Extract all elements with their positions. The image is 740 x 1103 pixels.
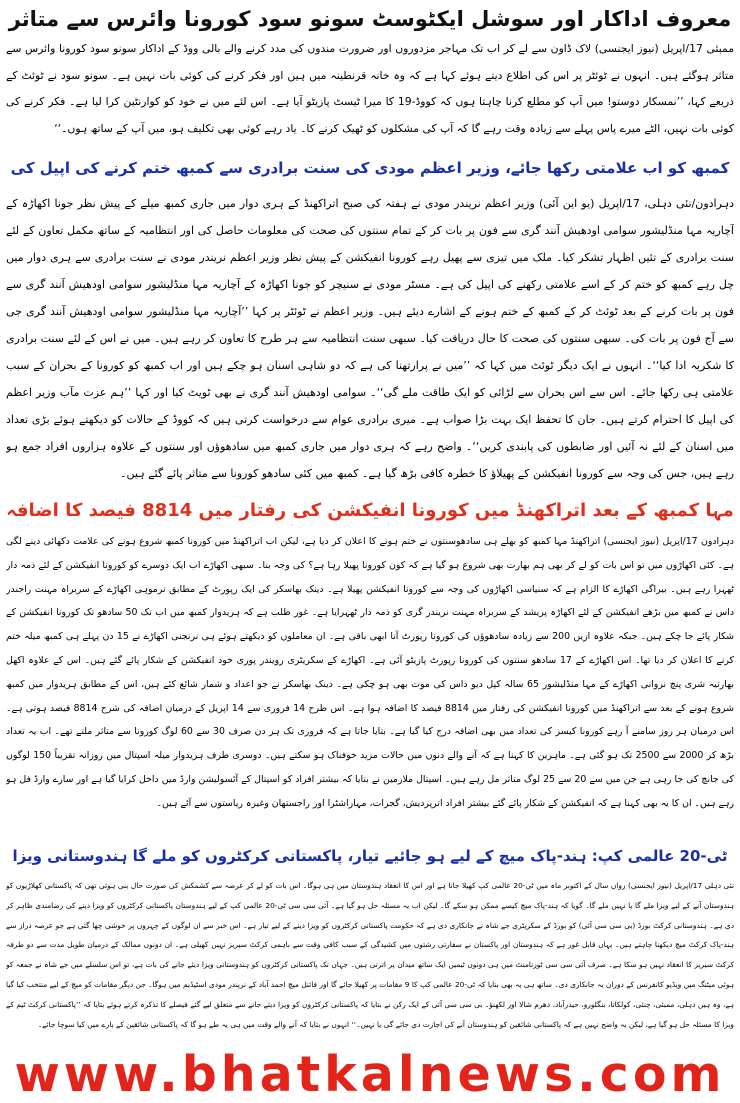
article-uttarakhand-covid [6,492,734,832]
article-sonu-sood [6,2,734,142]
article-t20-world-cup [6,836,734,1044]
article-kumbh-appeal [6,146,734,488]
article-body-sonu-sood: ممبئی 17/اپریل (نیوز ایجنسی) لاک ڈاون سے لے کر اب تک مہاجر مزدوروں اور ضرورت مندوں کی مدد کرنے والے بالی ووڈ کے اداکار سونو سود کورونا وائرس سے متاثر ہوگئے ہیں۔ انہوں نے ٹوئٹر پر اس کی اطلاع دیتے ہوئے کہا ہے کہ وہ خانہ قرنطینہ میں ہیں اور فکر کرنے کی کوئی بات نہیں ہے۔ سونو سود نے ٹوئٹ کے ذریعے کہا، ’’نمسکار دوستو! میں آپ کو مطلع کرنا چاہتا ہوں کہ کووڈ-19 کا میرا ٹیسٹ پازیٹو آیا ہے۔ اس لئے میں نے خود کو کوارنٹین کرا لیا ہے۔ فکر کرنے کی کوئی بات نہیں، الٹے میرے پاس پہلے سے زیادہ وقت رہے گا کہ آپ کی مشکلوں کو ٹھیک کرنے کا۔ یاد رہے کوئی بھی تکلیف ہو، میں آپ کے ساتھ ہوں۔‘‘ [6,42,734,135]
headline-sonu-sood: معروف اداکار اور سوشل ایکٹوسٹ سونو سود کورونا وائرس سے متاثر [8,7,732,31]
article-body-kumbh-appeal: دہرادون/نئی دہلی، 17/اپریل (یو این آئی) وزیر اعظم نریندر مودی نے ہفتہ کی صبح اتراکھنڈ کے ہری دوار میں جاری کمبھ میلے کے پیش نظر جونا اکھاڑہ کے آچاریہ مہا منڈلیشور سوامی اودھیش آنند گری سے فون پر بات کر کے تمام سنتوں کی صحت کی معلومات حاصل کی اور انتظامیہ کے ساتھ مکمل تعاون کے لئے سنت برادری کے تئیں اظہار تشکر کیا۔ ملک میں تیزی سے پھیل رہے کورونا انفیکشن کے پیش نظر وزیر اعظم نریندر مودی نے سنت برادری سے ہری دوار میں چل رہے کمبھ کو ختم کر کے اسے علامتی رکھنے کی اپیل کی ہے۔ مسٹر مودی نے سنیچر کو جونا اکھاڑہ کے آچاریہ مہا منڈلیشور سوامی اودھیش آنند گری سے فون پر بات کرنے کے بعد ٹوئٹ کر کے کمبھ کے ختم ہونے کے اشارے دیئے ہیں۔ وزیر اعظم نے ٹوئٹر پر کہا ’’آچاریہ مہا منڈلیشور سوامی اودھیش آنند گری جی سے آج فون پر بات کی۔ سبھی سنتوں کی صحت کا حال دریافت کیا۔ سبھی سنت انتظامیہ سے ہر طرح کا تعاون کر رہے ہیں۔ میں نے اس کے لئے سنت برادری کا شکریہ ادا کیا‘‘۔ انہوں نے ایک دیگر ٹوئٹ میں کہا کہ ’’میں نے پرارتھنا کی ہے کہ دو شاہی اسنان ہو چکے ہیں اور اب کمبھ کو کورونا کے بحران کے سبب علامتی ہی رکھا جائے۔ اس سے اس بحران سے لڑائی کو ایک طاقت ملے گی‘‘۔ سوامی اودھیش آنند گری نے بھی ٹویٹ کیا اور کہا ’’ہم عزت مآب وزیر اعظم کی اپیل کا احترام کرتے ہیں۔ جان کا تحفظ ایک بہت بڑا صواب ہے۔ میری برادری عوام سے درخواست کرتی ہیں کہ کووڈ کے حالات کو دیکھتے ہوئے بڑی تعداد میں اسنان کے لئے نہ آئیں اور ضابطوں کی پابندی کریں‘‘۔ واضح رہے کہ ہری دوار میں جاری کمبھ میں سادھوؤں اور سنتوں کے علاوہ ہزاروں افراد جمع ہو رہے ہیں، جس کی وجہ سے کورونا انفیکشن کے پھیلاؤ کا خطرہ کافی بڑھ گیا ہے۔ کمبھ میں کئی سادھو کورونا سے متاثر پائے گئے ہیں۔ [6,197,734,480]
headline-kumbh-appeal: کمبھ کو اب علامتی رکھا جائے، وزیر اعظم مودی کی سنت برادری سے کمبھ ختم کرنے کی اپیل کی [10,159,730,177]
article-body-t20-world-cup: نئی دہلی 17/اپریل (نیوز ایجنسی) رواں سال کے اکتوبر ماہ میں ٹی-20 عالمی کپ کھیلا جانا ہے اور اس کا انعقاد ہندوستان میں ہی ہوگا۔ اس بات کو لے کر عرصہ سے کشمکش کی صورت حال بنی ہوئی تھی کہ پاکستانی کھلاڑیوں کو ہندوستان آنے کے لیے ویزا ملے گا یا نہیں ملے گا۔ گویا کہ ہند-پاک میچ کیسے ممکن ہو سکے گا۔ لیکن اب یہ مسئلہ حل ہو گیا ہے۔ آئی سی سی ٹی-20 عالمی کپ کے لیے ہندوستان پاکستانی کرکٹروں کو ویزا دینے کی رضامندی ظاہر کر دی ہے۔ ہندوستانی کرکٹ بورڈ (بی سی سی آئی) کو بورڈ کے سکریٹری جے شاہ نے جانکاری دی ہے کہ حکومت پاکستانی کرکٹروں کو ویزا دینے کے لیے تیار ہے۔ اس خبر سے ان لوگوں کے چہروں پر خوشی چھا گئی ہے جو عرصہ دراز سے ہند-پاک کرکٹ میچ دیکھنا چاہتے ہیں۔ یہاں قابل غور ہے کہ ہندوستان اور پاکستان نے سفارتی رشتوں میں کشیدگی کے سبب کافی وقت سے باہمی کرکٹ سیریز نہیں کھیلی ہے۔ ان دونوں ممالک کے درمیان طویل مدت سے دو طرفہ کرکٹ سیریز کا انعقاد نہیں ہو سکا ہے۔ صرف آئی سی سی ٹورنامنٹ میں ہی دونوں ٹیمیں ایک ساتھ میدان پر اترتی ہیں۔ جہاں تک پاکستانی کرکٹروں کو ہندوستانی ویزا دیئے جانے کی بات ہے، تو اس سلسلے میں جے شاہ نے جمعہ کو ہوئی میٹنگ میں ویڈیو کانفرنس کے دوران یہ جانکاری دی۔ ساتھ ہی یہ بھی بتایا کہ ٹی-20 عالمی کپ کا 9 مقامات پر کھیلا جائے گا اور فائنل میچ احمد آباد کے نریندر مودی اسٹیڈیم میں ہوگا۔ جن دیگر مقامات کو میچ کے لیے منتخب کیا گیا ہے، وہ ہیں دہلی، ممبئی، چنئی، کولکاتا، بنگلورو، حیدرآباد، دھرم شالا اور لکھنؤ۔ بی سی سی آئی کے ایک رکن نے بتایا کہ پاکستانی کرکٹروں کو ویزا دیئے جانے سے متعلق لیے گئے فیصلے کا تذکرہ کرتے ہوئے بتایا کہ ’’پاکستانی کرکٹ ٹیم کے ویزا کا مسئلہ حل ہو گیا ہے، لیکن یہ واضح نہیں ہے کہ پاکستانی شائقین کو ہندوستان آنے کی اجازت دی جائے گی یا نہیں۔‘‘ انہوں نے بتایا کہ آنے والے وقت میں ہی یہ طے ہو گا کہ پاکستانی شائقین کے بارے میں کیا سوچا جائے۔ [6,881,734,1029]
article-body-uttarakhand-covid: دہرادون 17/اپریل (نیوز ایجنسی) اتراکھنڈ مہا کمبھ کو بھلے ہی سادھوسنتوں نے ختم ہونے کا اعلان کر دیا ہے، لیکن اب اتراکھنڈ میں کورونا کمبھ شروع ہونے کی علامت دکھائی دینے لگی ہے۔ کئی اکھاڑوں میں تو اس بات کو لے کر بھی ہم بھارت بھی شروع ہو گیا ہے کہ کون کورونا پھیلا رہا ہے؟ کی وجہ بنا۔ سبھی اکھاڑے اب ایک دوسرے کو کورونا انفیکشن کے لئے ذمہ دار ٹھہرا رہے ہیں۔ بیراگی اکھاڑے کا الزام ہے کہ سنیاسی اکھاڑوں کی وجہ سے کورونا انفیکشن پھیلا ہے۔ دینک بھاسکر کی ایک رپورٹ کے مطابق نرموہی اکھاڑے کے سربراہ مہنت راجندر داس نے کمبھ میں بڑھے انفیکشن کے لئے اکھاڑہ پریشد کے سربراہ مہنت نریندر گری کو ذمہ دار ٹھہرایا ہے۔ غور طلب ہے کہ ہریدوار کمبھ میں اب تک 50 سادھو تک کورونا انفیکشن کے شکار پائے جا چکے ہیں۔ جبکہ علاوہ ازیں 200 سے زیادہ سادھوؤں کی کورونا رپورٹ آنا ابھی باقی ہے۔ ان معاملوں کو دیکھتے ہوئے ہی نرنجنی اکھاڑے نے 15 دن پہلے ہی کمبھ میلہ ختم کرنے کا اعلان کر دیا تھا۔ اس اکھاڑے کے 17 سادھو سنتوں کی کورونا رپورٹ پازیٹو آئی ہے۔ اکھاڑے کے سکریٹری رویندر پوری خود انفیکشن کے شکار پائے گئے ہیں۔ اس کے علاوہ اکھل بھارتیہ شری پنچ نروانی اکھاڑے کے مہا منڈلیشور 65 سالہ کپل دیو داس کی موت بھی ہو چکی ہے۔ دینک بھاسکر نے جو اعداد و شمار شائع کئے ہیں، اس کے مطابق ہریدوار میں کمبھ شروع ہونے کے بعد سے اتراکھنڈ میں کورونا انفیکشن کی رفتار میں 8814 فیصد کا اضافہ ہوا ہے۔ اس طرح 14 فروری سے 14 اپریل کے درمیان اضافہ کی شرح 8814 فیصد ہوتی ہے۔ اس درمیان ہر روز سامنے آ رہے کورونا کیسز کی تعداد میں بھی اضافہ درج کیا گیا ہے۔ بتایا جاتا ہے کہ فروری تک ہر دن صرف 30 سے 60 لوگ کورونا سے متاثر ملتے تھے۔ اب یہ تعداد بڑھ کر 2000 سے 2500 تک ہو گئی ہے۔ ماہرین کا کہنا ہے کہ آنے والے دنوں میں حالات مزید خوفناک ہو سکتے ہیں۔ دوسری طرف ہریدوار میلہ اسپتال میں روزانہ تقریباً 150 لوگوں کی جانچ کی جا رہی ہے جن میں سے 20 سے 25 لوگ متاثر مل رہے ہیں۔ اسپتال ملازمین نے بتایا کہ بیشتر افراد کو اسپتال کے آئسولیشن وارڈ میں داخل کرایا گیا ہے اور سارے وارڈ فل ہو رہے ہیں۔ ان کا یہ بھی کہنا ہے کہ انفیکشن کے شکار پائے گئے بیشتر افراد اترپردیش، گجرات، مہاراشٹرا اور راجستھان وغیرہ ریاستوں سے آئے ہیں۔ [6,536,734,809]
headline-t20-world-cup: ٹی-20 عالمی کپ: ہند-پاک میچ کے لیے ہو جائیے تیار، پاکستانی کرکٹروں کو ملے گا ہندوستانی ویزا [12,847,728,865]
website-footer: www.bhatkalnews.com [14,1046,726,1103]
headline-uttarakhand-covid: مہا کمبھ کے بعد اتراکھنڈ میں کورونا انفیکشن کی رفتار میں 8814 فیصد کا اضافہ [6,500,734,521]
